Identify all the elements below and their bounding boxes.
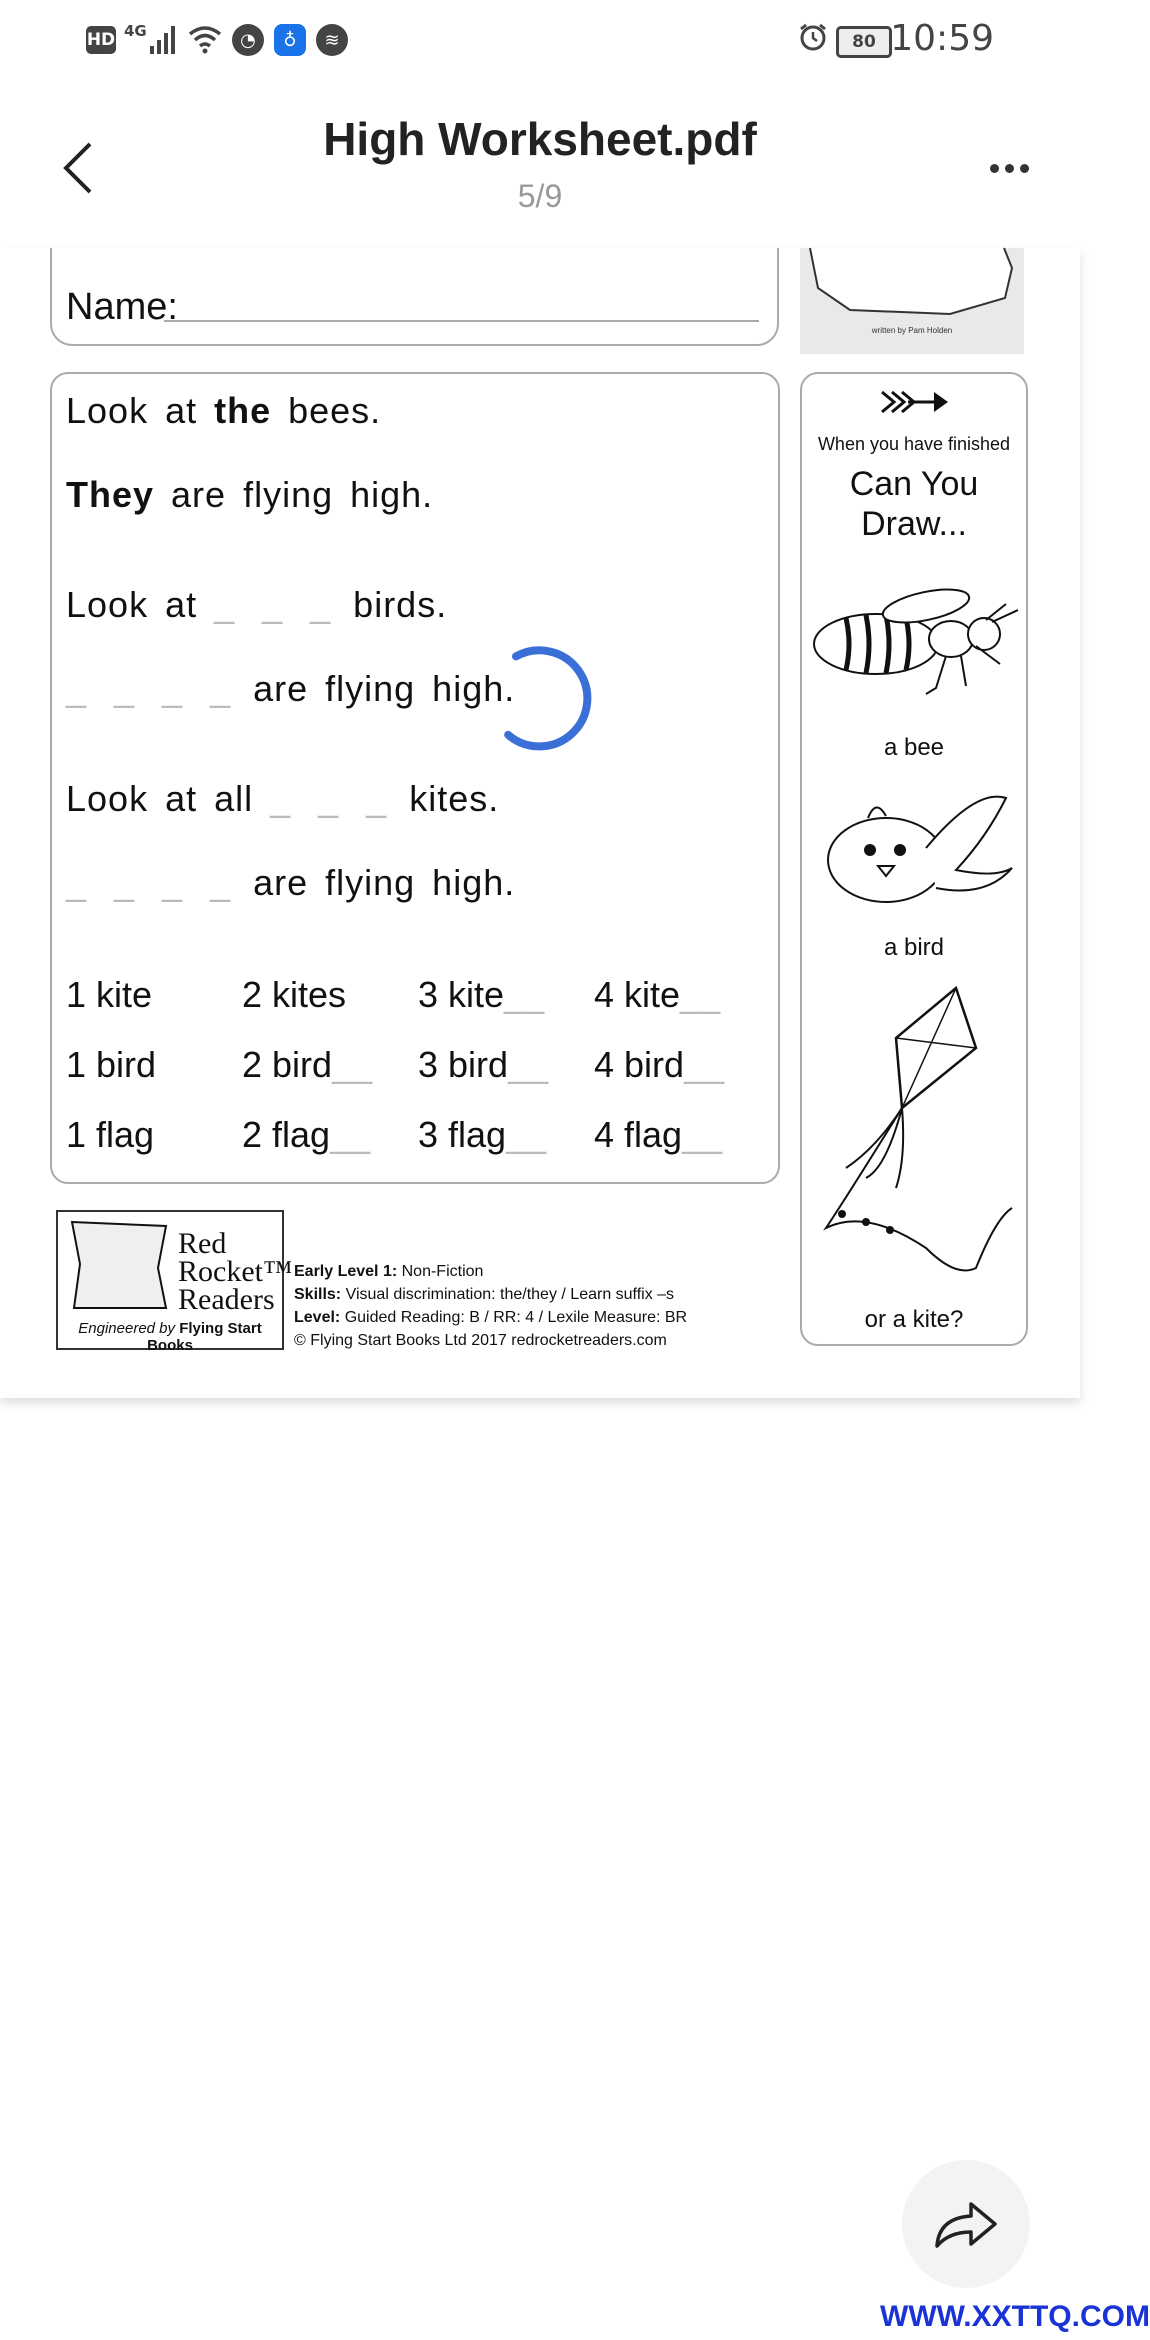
alarm-icon	[798, 22, 828, 52]
status-bar	[0, 0, 1080, 80]
grid-cell: 4 bird__	[594, 1044, 725, 1085]
grid-cell: 3 flag__	[418, 1114, 547, 1155]
logo-wordmark: Red Rocket™ Readers	[178, 1227, 293, 1316]
loading-spinner-icon	[480, 638, 600, 758]
bee-drawing	[806, 584, 1022, 704]
kite-drawing	[806, 978, 1022, 1300]
hd-badge: HD	[86, 26, 116, 54]
share-icon	[933, 2196, 999, 2252]
signal-icon	[148, 24, 178, 56]
name-label: Name:	[66, 286, 178, 328]
bird-drawing	[806, 778, 1022, 918]
clock: 10:59	[890, 18, 994, 59]
sentence-5: Look at all _ _ _ kites.	[66, 778, 500, 819]
wifi-icon	[188, 24, 222, 54]
grid-cell: 2 bird__	[242, 1044, 373, 1085]
battery-indicator: 80	[836, 26, 892, 58]
watermark: WWW.XXTTQ.COM	[880, 2300, 1150, 2333]
sentence-1: Look at the bees.	[66, 390, 382, 431]
share-button[interactable]	[902, 2160, 1030, 2288]
document-title: High Worksheet.pdf	[323, 113, 757, 165]
sidebar-heading: Can You Draw...	[849, 465, 979, 543]
sentence-6: _ _ _ _ are flying high.	[66, 862, 516, 903]
caption-kite: or a kite?	[864, 1306, 964, 1333]
network-type: 4G	[124, 22, 147, 40]
sentence-4: _ _ _ _ are flying high.	[66, 668, 516, 709]
caption-bird: a bird	[883, 934, 945, 961]
worksheet-box	[50, 372, 780, 1184]
info-line: Early Level 1: Non-Fiction	[294, 1263, 484, 1280]
caption-bee: a bee	[883, 734, 945, 761]
bulb-icon: ♁	[274, 24, 306, 56]
grid-cell: 1 kite	[66, 974, 153, 1015]
name-box	[50, 248, 779, 346]
logo-credit: Engineered by Flying Start Books	[78, 1320, 262, 1354]
back-arrow-icon[interactable]	[58, 138, 98, 198]
sidebar-intro: When you have finished	[817, 434, 1011, 454]
grid-cell: 3 bird__	[418, 1044, 549, 1085]
more-options-icon[interactable]	[990, 158, 1040, 172]
grid-cell: 1 bird	[66, 1044, 157, 1085]
book-info	[294, 1260, 687, 1352]
grid-cell: 2 flag__	[242, 1114, 371, 1155]
grid-cell: 4 kite__	[594, 974, 721, 1015]
arrow-icon	[878, 384, 950, 420]
info-line: Skills: Visual discrimination: the/they / Learn suffix –s	[294, 1286, 675, 1303]
grid-cell: 4 flag__	[594, 1114, 723, 1155]
logo-map-shape	[66, 1218, 172, 1314]
info-line: Level: Guided Reading: B / RR: 4 / Lexile Measure: BR	[294, 1309, 688, 1326]
timer-icon: ◔	[232, 24, 264, 56]
cover-shape	[800, 248, 1024, 328]
grid-cell: 1 flag	[66, 1114, 155, 1155]
sentence-3: Look at _ _ _ birds.	[66, 584, 448, 625]
cover-thumbnail	[800, 248, 1024, 354]
grid-cell: 3 kite__	[418, 974, 545, 1015]
audio-icon: ≋	[316, 24, 348, 56]
grid-cell: 2 kites	[242, 974, 347, 1015]
page-indicator: 5/9	[517, 178, 563, 214]
publisher-logo	[56, 1210, 293, 1354]
pdf-page[interactable]	[0, 248, 1080, 1398]
author-caption: written by Pam Holden	[871, 326, 953, 335]
info-line: © Flying Start Books Ltd 2017 redrocketreaders.com	[294, 1332, 667, 1349]
sentence-2: They are flying high.	[66, 474, 434, 515]
name-line	[164, 320, 759, 322]
drawing-sidebar	[800, 372, 1028, 1346]
